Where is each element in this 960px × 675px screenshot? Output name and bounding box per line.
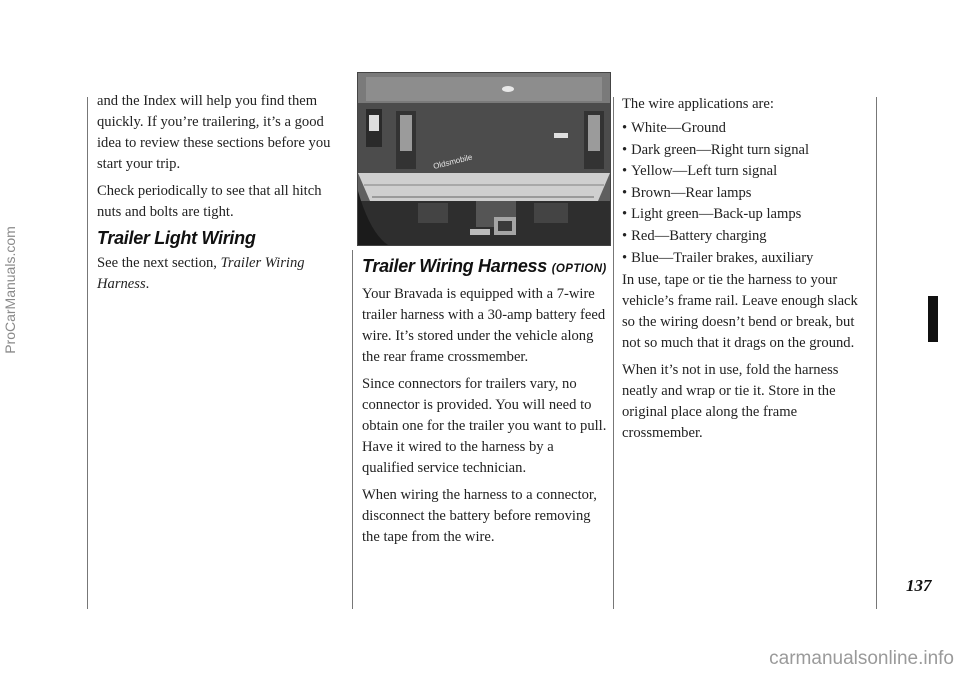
- wire-applications-intro: The wire applications are:: [622, 96, 774, 112]
- hitch-check-paragraph: Check periodically to see that all hitch nuts and bolts are tight.: [97, 183, 322, 220]
- wire-item-label: Brown—Rear lamps: [631, 184, 752, 201]
- bottom-watermark: carmanualsonline.info: [769, 648, 954, 669]
- wire-item-label: Light green—Back-up lamps: [631, 206, 802, 223]
- disconnect-battery-paragraph: When wiring the harness to a connector, disconnect the battery before removing the tape from the wire.: [362, 487, 597, 545]
- connector-paragraph: Since connectors for trailers vary, no connector is provided. You will need to obtain one for the trailer you want to pull. Have it wired to the harness by a qualified service technician.: [362, 376, 607, 476]
- harness-description-paragraph: Your Bravada is equipped with a 7-wire trailer harness with a 30-amp battery feed wire. It’s stored under the vehicle along the rear frame crossmember.: [362, 286, 606, 365]
- trailer-hitch-photo: [357, 72, 611, 246]
- harness-storage-paragraph: When it’s not in use, fold the harness neatly and wrap or tie it. Store in the original place along the frame crossmember.: [622, 361, 839, 441]
- intro-paragraph: and the Index will help you find them quickly. If you’re trailering, it’s a good idea to review these sections before you start your trip.: [97, 93, 331, 172]
- harness-heading-text: Trailer Wiring Harness: [362, 256, 547, 276]
- see-next-section-paragraph: [97, 253, 347, 295]
- bullet: •: [622, 141, 628, 158]
- column-divider-1: [352, 250, 353, 609]
- oldsmobile-badge: Oldsmobile: [432, 152, 474, 171]
- list-item: [622, 183, 872, 204]
- bullet: •: [622, 184, 628, 201]
- left-column: [97, 91, 347, 301]
- section-tab-marker: [928, 296, 938, 342]
- see-next-lead: See the next section,: [97, 255, 221, 271]
- bullet: •: [622, 163, 628, 180]
- harness-in-use-paragraph: In use, tape or tie the harness to your vehicle’s frame rail. Leave enough slack so the wiring doesn’t bend or break, but not so much that it drags on the ground.: [622, 271, 858, 351]
- vehicle-rear-illustration: [358, 73, 610, 245]
- list-item: [622, 140, 872, 161]
- right-column: [622, 94, 872, 450]
- middle-column: [362, 256, 609, 554]
- column-divider-2: [613, 97, 614, 609]
- list-item: [622, 248, 872, 269]
- option-note: (OPTION): [551, 263, 607, 275]
- wire-item-label: Red—Battery charging: [631, 227, 767, 244]
- trailer-light-wiring-heading: Trailer Light Wiring: [97, 228, 256, 248]
- wire-item-label: White—Ground: [631, 120, 726, 136]
- list-item: [622, 118, 872, 139]
- side-watermark-text: ProCarManuals.com: [2, 226, 18, 354]
- page-number: 137: [906, 576, 932, 595]
- left-margin-rule: [87, 97, 88, 609]
- side-watermark: [2, 0, 18, 675]
- wire-item-label: Yellow—Left turn signal: [631, 163, 778, 180]
- cross-reference: Trailer Wiring Harness: [97, 255, 305, 292]
- trailer-wiring-harness-heading: [362, 256, 609, 280]
- list-item: [622, 226, 872, 247]
- bullet: •: [622, 249, 628, 266]
- wire-item-label: Blue—Trailer brakes, auxiliary: [631, 249, 814, 266]
- bullet: •: [622, 120, 628, 136]
- bullet: •: [622, 227, 628, 244]
- list-item: [622, 161, 872, 182]
- bullet: •: [622, 206, 628, 223]
- wire-item-label: Dark green—Right turn signal: [631, 141, 810, 158]
- wire-color-list: [622, 118, 872, 269]
- see-next-tail: .: [145, 276, 150, 292]
- right-margin-rule: [876, 97, 877, 609]
- list-item: [622, 204, 872, 225]
